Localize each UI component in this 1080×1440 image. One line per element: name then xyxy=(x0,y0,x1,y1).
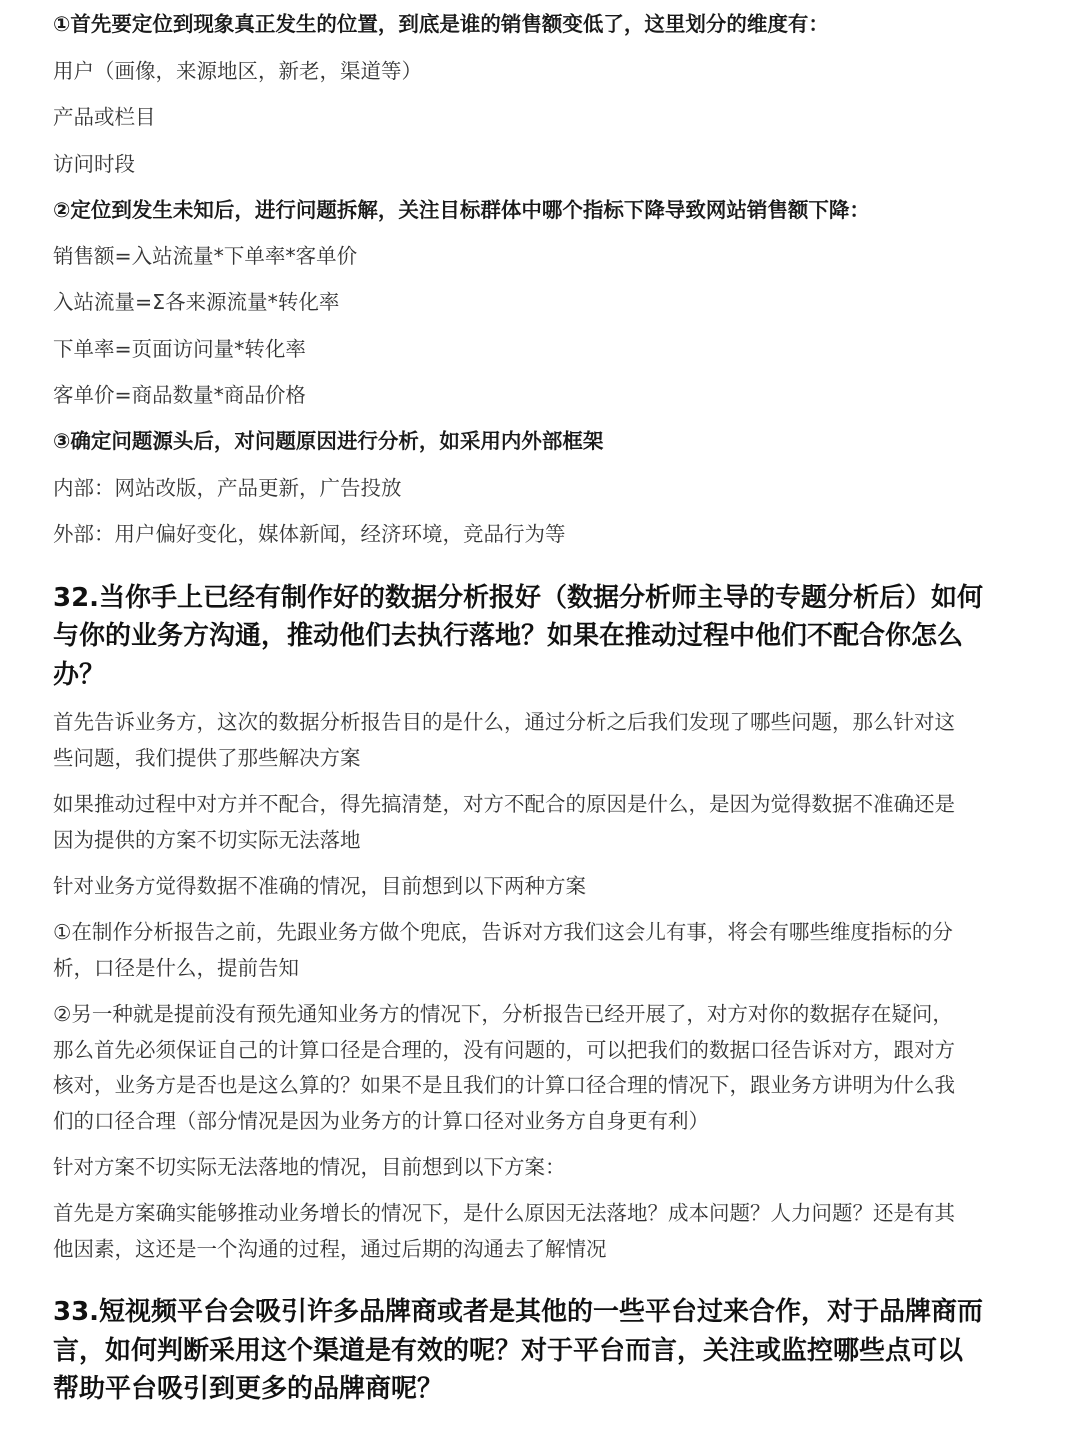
answer-32-p5-line-2: 那么首先必须保证自己的计算口径是合理的，没有问题的，可以把我们的数据口径告诉对方，跟对方 xyxy=(53,1038,955,1062)
external-factors: 外部：用户偏好变化，媒体新闻，经济环境，竞品行为等 xyxy=(53,522,566,546)
answer-32-p5-line-3: 核对，业务方是否也是这么算的？如果不是且我们的计算口径合理的情况下，跟业务方讲明为什么我 xyxy=(53,1073,955,1097)
answer-32-p5-line-4: 们的口径合理（部分情况是因为业务方的计算口径对业务方自身更有利） xyxy=(53,1109,709,1133)
formula-order-rate: 下单率=页面访问量*转化率 xyxy=(53,337,306,361)
dimension-product: 产品或栏目 xyxy=(53,105,156,129)
formula-avg-price: 客单价=商品数量*商品价格 xyxy=(53,383,306,407)
step2-title: ②定位到发生未知后，进行问题拆解，关注目标群体中哪个指标下降导致网站销售额下降： xyxy=(53,198,870,222)
question-33-heading-line-2: 言，如何判断采用这个渠道是有效的呢？对于平台而言，关注或监控哪些点可以 xyxy=(53,1336,964,1366)
question-32-heading-line-1: 32.当你手上已经有制作好的数据分析报好（数据分析师主导的专题分析后）如何 xyxy=(53,583,984,613)
question-33-heading-line-3: 帮助平台吸引到更多的品牌商呢？ xyxy=(53,1374,444,1404)
answer-32-p2-line-1: 如果推动过程中对方并不配合，得先搞清楚，对方不配合的原因是什么，是因为觉得数据不准确还是 xyxy=(53,792,955,816)
question-32-heading-line-3: 办？ xyxy=(53,660,106,690)
answer-32-p7-line-1: 首先是方案确实能够推动业务增长的情况下，是什么原因无法落地？成本问题？人力问题？还是有其 xyxy=(53,1201,955,1225)
answer-32-p7-line-2: 他因素，这还是一个沟通的过程，通过后期的沟通去了解情况 xyxy=(53,1237,607,1261)
dimension-time: 访问时段 xyxy=(53,152,135,176)
internal-factors: 内部：网站改版，产品更新，广告投放 xyxy=(53,476,402,500)
answer-32-p3: 针对业务方觉得数据不准确的情况，目前想到以下两种方案 xyxy=(53,874,586,898)
formula-traffic: 入站流量=Σ各来源流量*转化率 xyxy=(53,290,340,314)
answer-32-p5-line-1: ②另一种就是提前没有预先通知业务方的情况下，分析报告已经开展了，对方对你的数据存在疑问， xyxy=(53,1002,953,1026)
answer-32-p6: 针对方案不切实际无法落地的情况，目前想到以下方案： xyxy=(53,1155,566,1179)
answer-32-p4-line-1: ①在制作分析报告之前，先跟业务方做个兜底，告诉对方我们这会儿有事，将会有哪些维度指标的分 xyxy=(53,920,953,944)
step1-title: ①首先要定位到现象真正发生的位置，到底是谁的销售额变低了，这里划分的维度有： xyxy=(53,12,829,36)
question-33-heading-line-1: 33.短视频平台会吸引许多品牌商或者是其他的一些平台过来合作，对于品牌商而 xyxy=(53,1297,984,1327)
answer-32-p2-line-2: 因为提供的方案不切实际无法落地 xyxy=(53,828,361,852)
step3-title: ③确定问题源头后，对问题原因进行分析，如采用内外部框架 xyxy=(53,429,604,453)
answer-32-p4-line-2: 析，口径是什么，提前告知 xyxy=(53,956,299,980)
answer-32-p1-line-1: 首先告诉业务方，这次的数据分析报告目的是什么，通过分析之后我们发现了哪些问题，那么针对这 xyxy=(53,710,955,734)
answer-32-p1-line-2: 些问题，我们提供了那些解决方案 xyxy=(53,746,361,770)
dimension-user: 用户（画像，来源地区，新老，渠道等） xyxy=(53,59,422,83)
formula-sales: 销售额=入站流量*下单率*客单价 xyxy=(53,244,358,268)
question-32-heading-line-2: 与你的业务方沟通，推动他们去执行落地？如果在推动过程中他们不配合你怎么 xyxy=(53,621,964,651)
